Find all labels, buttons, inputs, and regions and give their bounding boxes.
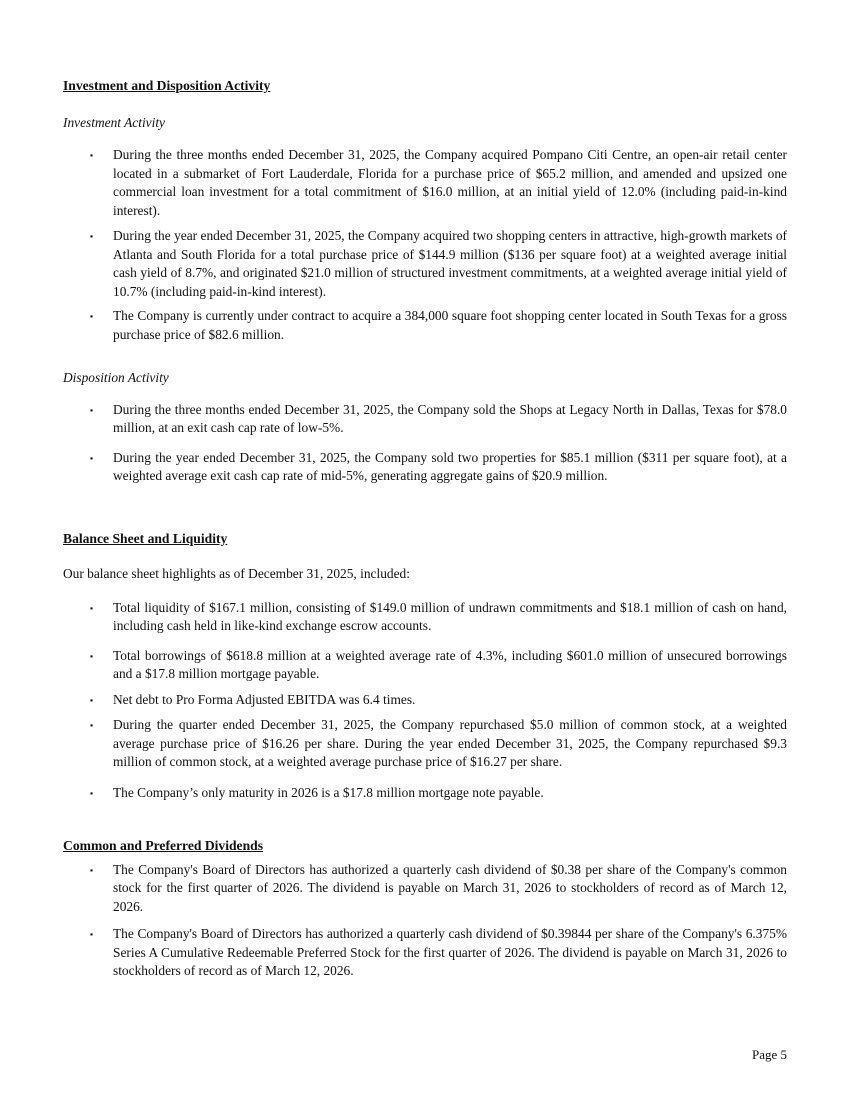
section-heading-dividends: Common and Preferred Dividends [63,838,264,853]
section-heading-balance-sheet: Balance Sheet and Liquidity [63,530,228,546]
bullet-text: During the year ended December 31, 2025, the Company sold two properties for $85.1 million ($311 per square foot), at a weighted average exit cash cap rate of mid-5%, generating aggregate gains of $20.9 million. [113,449,787,483]
balance-sheet-intro: Our balance sheet highlights as of December 31, 2025, included: [63,566,410,581]
bullet-text: During the three months ended December 31, 2025, the Company acquired Pompano Citi Centre, an open-air retail center located in a submarket of Fort Lauderdale, Florida for a purchase price of $65.2 million, and amended and upsized one commercial loan investment for a total commitment of $16.0 million, at an initial yield of 12.0% (including paid-in-kind interest). [113,147,787,218]
bullet-square-icon: ▪ [90,787,94,798]
bullet-item [63,861,787,917]
bullet-item [63,647,787,684]
page-number: Page 5 [751,1047,787,1062]
bullet-square-icon: ▪ [90,311,94,321]
bullet-item [63,307,787,344]
bullet-item [63,146,787,220]
bullet-square-icon: ▪ [90,452,94,463]
bullet-square-icon: ▪ [90,231,94,241]
bullet-text: The Company's Board of Directors has authorized a quarterly cash dividend of $0.39844 per share of the Company's 6.375% Series A Cumulative Redeemable Preferred Stock for the first quarter of 2026. The dividend is payable on March 31, 2026 to stockholders of record as of March 12, 2026. [113,926,787,978]
section-heading-investment-disposition: Investment and Disposition Activity [63,78,271,93]
bullet-text: Net debt to Pro Forma Adjusted EBITDA was 6.4 times. [113,691,416,707]
bullet-text: During the three months ended December 31, 2025, the Company sold the Shops at Legacy North in Dallas, Texas for $78.0 million, at an exit cash cap rate of low-5%. [113,401,787,435]
bullet-square-icon: ▪ [90,929,94,939]
bullet-item [63,449,787,486]
bullet-square-icon: ▪ [90,404,94,415]
bullet-text: The Company’s only maturity in 2026 is a $17.8 million mortgage note payable. [113,784,544,800]
bullet-square-icon: ▪ [90,864,94,875]
bullet-item [63,691,787,710]
bullet-item [63,925,787,981]
bullet-item [63,784,787,803]
bullet-square-icon: ▪ [90,650,94,661]
bullet-text: During the quarter ended December 31, 2025, the Company repurchased $5.0 million of common stock, at a weighted average purchase price of $16.26 per share. During the year ended December 31, 2025, the Company repurchased $9.3 million of common stock, at a weighted average purchase price of $16.27 per share. [113,717,787,769]
bullet-text: Total liquidity of $167.1 million, consisting of $149.0 million of undrawn commitments and $18.1 million of cash on hand, including cash held in like-kind exchange escrow accounts. [113,599,787,633]
subheading-disposition-activity: Disposition Activity [63,370,169,385]
subheading-investment-activity: Investment Activity [63,114,165,130]
bullet-item [63,599,787,636]
bullet-text: During the year ended December 31, 2025, the Company acquired two shopping centers in attractive, high-growth markets of Atlanta and South Florida for a total purchase price of $144.9 million ($136 per square foot) at a weighted average initial cash yield of 8.7%, and originated $21.0 million of structured investment commitments, at a weighted average initial yield of 10.7% (including paid-in-kind interest). [113,228,787,299]
bullet-text: Total borrowings of $618.8 million at a weighted average rate of 4.3%, including $601.0 million of unsecured borrowings and a $17.8 million mortgage payable. [113,647,787,681]
bullet-square-icon: ▪ [90,150,94,160]
bullet-item [63,401,787,438]
bullet-item [63,227,787,301]
bullet-square-icon: ▪ [90,602,94,613]
bullet-item [63,716,787,772]
bullet-text: The Company is currently under contract to acquire a 384,000 square foot shopping center located in South Texas for a gross purchase price of $82.6 million. [113,308,787,342]
bullet-square-icon: ▪ [90,694,94,705]
bullet-square-icon: ▪ [90,720,94,730]
bullet-text: The Company's Board of Directors has authorized a quarterly cash dividend of $0.38 per share of the Company's common stock for the first quarter of 2026. The dividend is payable on March 31, 2026 to stockholders of record as of March 12, 2026. [113,861,787,914]
